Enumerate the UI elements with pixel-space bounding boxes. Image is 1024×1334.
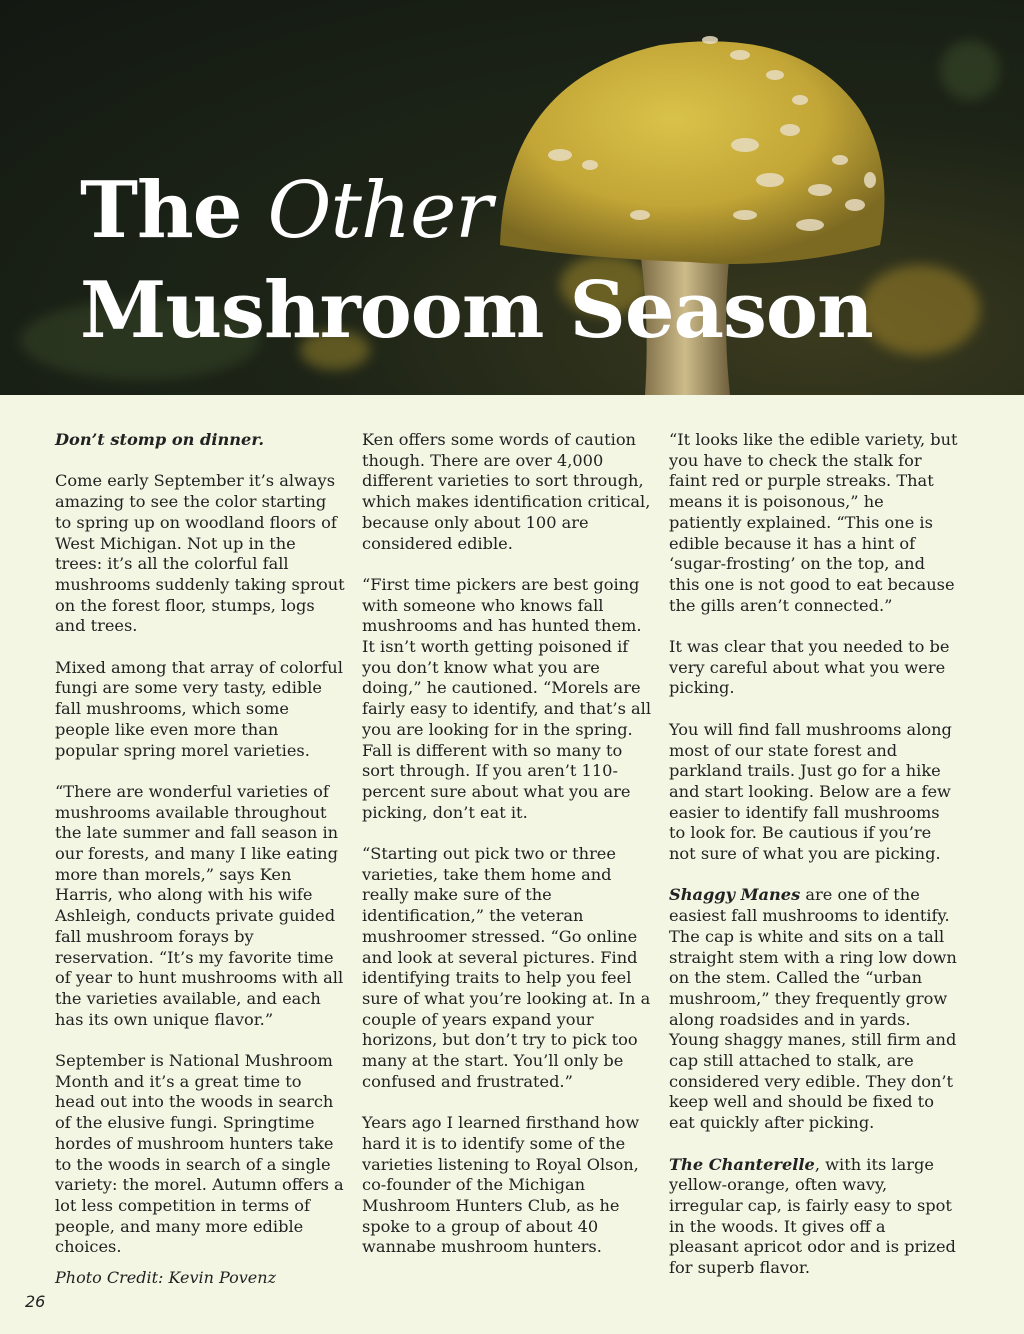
hero-photo [0,0,1024,395]
paragraph: “It looks like the edible variety, but you have to check the stalk for faint red or purple streaks. That means it is poisonous,” he patiently explained. “This one is edible because it has a hint of ‘sugar-frosting’ on the top, and this one is not good to eat because the gills aren’t connected.” [669,430,958,615]
chanterelle-text: , with its large yellow-orange, often wavy, irregular cap, is fairly easy to spot in the woods. It gives off a pleasant apricot odor and is prized for superb flavor. [669,1154,956,1278]
paragraph-shaggy-manes [669,885,959,1133]
paragraph: Ken offers some words of caution though. There are over 4,000 different varieties to sort through, which makes identification critical, because only about 100 are considered edible. [362,430,651,553]
paragraph: Years ago I learned firsthand how hard it is to identify some of the varieties listening to Royal Olson, co-founder of the Michigan Mushroom Hunters Club, as he spoke to a group of about 40 wannabe mushroom hunters. [362,1113,640,1257]
lead-line: Don’t stomp on dinner. [55,430,265,449]
paragraph-chanterelle [669,1155,959,1279]
paragraph: Come early September it’s always amazing to see the color starting to spring up on woodland floors of West Michigan. Not up in the trees: it’s all the colorful fall mushrooms suddenly taking sprout on the forest floor, stumps, logs and trees. [55,471,345,636]
shaggy-manes-text: are one of the easiest fall mushrooms to identify. The cap is white and sits on a tall straight stem with a ring low down on the stem. Called the “urban mushroom,” they frequently grow along roadsides and in yards. Young shaggy manes, still firm and cap still attached to stalk, are considered very edible. They don’t keep well and should be fixed to eat quickly after picking. [669,885,957,1133]
paragraph: “There are wonderful varieties of mushrooms available throughout the late summer and fall season in our forests, and many I like eating more than morels,” says Ken Harris, who along with his wife Ashleigh, conducts private guided fall mushroom forays by reservation. “It’s my favorite time of year to hunt mushrooms with all the varieties available, and each has its own unique flavor.” [55,781,344,1029]
chanterelle-heading: The Chanterelle [669,1154,815,1174]
column-1 [55,430,345,1279]
shaggy-manes-heading: Shaggy Manes [669,885,801,905]
paragraph: It was clear that you needed to be very careful about what you were picking. [669,637,950,698]
paragraph: Mixed among that array of colorful fungi are some very tasty, edible fall mushrooms, which some people like even more than popular spring morel varieties. [55,657,343,760]
page-number: 26 [25,1292,46,1311]
paragraph: “First time pickers are best going with someone who knows fall mushrooms and has hunted them. It isn’t worth getting poisoned if you don’t know what you are doing,” he cautioned. “Morels are fairly easy to identify, and that’s all you are looking for in the spring. Fall is different with so many to sort through. If you aren’t 110-percent sure about what you are picking, don’t eat it. [362,574,652,822]
article-title [80,165,873,356]
title-word-the: The [80,165,242,256]
paragraph: “Starting out pick two or three varieties, take them home and really make sure of the identification,” the veteran mushroomer stressed. “Go online and look at several pictures. Find identifying traits to help you feel sure of what you’re looking at. In a couple of years expand your horizons, but don’t try to pick too many at the start. You’ll only be confused and frustrated.” [362,844,651,1091]
photo-credit: Photo Credit: Kevin Povenz [55,1268,277,1287]
column-2 [362,430,652,1279]
paragraph: You will find fall mushrooms along most of our state forest and parkland trails. Just go for a hike and start looking. Below are a few easier to identify fall mushrooms to look for. Be cautious if you’re not sure of what you are picking. [669,719,952,864]
column-3 [669,430,959,1299]
title-line-2: Mushroom Season [80,265,873,356]
title-word-other: Other [267,166,492,256]
paragraph: September is National Mushroom Month and it’s a great time to head out into the woods in search of the elusive fungi. Springtime hordes of mushroom hunters take to the woods in search of a single variety: the morel. Autumn offers a lot less competition in terms of people, and many more edible choices. [55,1051,344,1257]
